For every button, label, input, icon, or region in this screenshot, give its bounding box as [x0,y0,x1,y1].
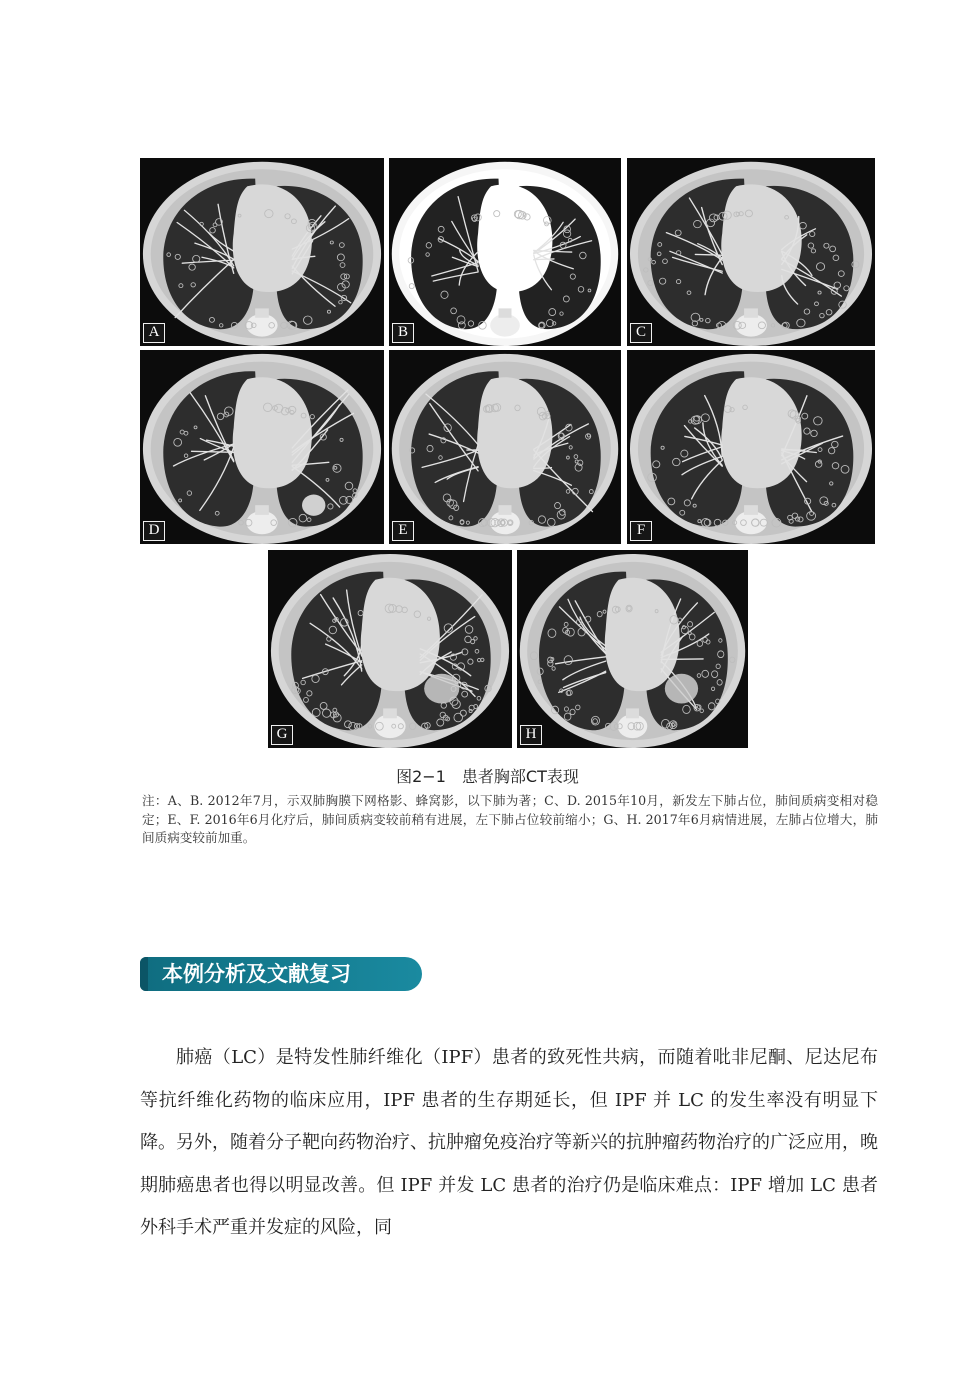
ct-panel-f [627,350,875,544]
panel-label-g: G [271,725,293,745]
figure-title: 患者胸部CT表现 [461,767,579,786]
ct-image-a [140,158,384,346]
panel-label-e: E [392,521,414,541]
section-title: 本例分析及文献复习 [162,962,351,986]
section-heading-bar [140,957,422,991]
ct-panel-d [140,350,384,544]
figure-caption [0,764,975,787]
ct-image-c [627,158,875,346]
ct-image-h [517,550,748,748]
ct-image-e [389,350,621,544]
figure-number: 图2−1 [396,767,446,786]
ct-image-g [268,550,512,748]
ct-panel-c [627,158,875,346]
body-paragraph: 肺癌（LC）是特发性肺纤维化（IPF）患者的致死性共病，而随着吡非尼酮、尼达尼布等抗纤维化药物的临床应用，IPF 患者的生存期延长，但 IPF 并 LC 的发生率没有明显下降。另外，随着分子靶向药物治疗、抗肿瘤免疫治疗等新兴的抗肿瘤药物治疗的广泛应用，晚期肺癌患者也得以明显改善。但 IPF 并发 LC 患者的治疗仍是临床难点：IPF 增加 LC 患者外科手术严重并发症的风险，同 [140,1047,878,1238]
ct-panel-h [517,550,748,748]
panel-label-b: B [392,323,414,343]
ct-panel-a [140,158,384,346]
figure-note: 注：A、B. 2012年7月，示双肺胸膜下网格影、蜂窝影，以下肺为著；C、D. 2015年10月，新发左下肺占位，肺间质病变相对稳定；E、F. 2016年6月化疗后，肺间质病变较前稍有进展，左下肺占位较前缩小；G、H. 2017年6月病情进展，左肺占位增大，肺间质病变较前加重。 [142,793,878,845]
panel-label-d: D [143,521,165,541]
ct-panel-e [389,350,621,544]
panel-label-c: C [630,323,652,343]
ct-panel-g [268,550,512,748]
ct-image-d [140,350,384,544]
ct-panel-b [389,158,621,346]
panel-label-f: F [630,521,652,541]
panel-label-a: A [143,323,165,343]
body-text [140,1037,878,1250]
ct-image-b [389,158,621,346]
panel-label-h: H [520,725,542,745]
ct-image-f [627,350,875,544]
